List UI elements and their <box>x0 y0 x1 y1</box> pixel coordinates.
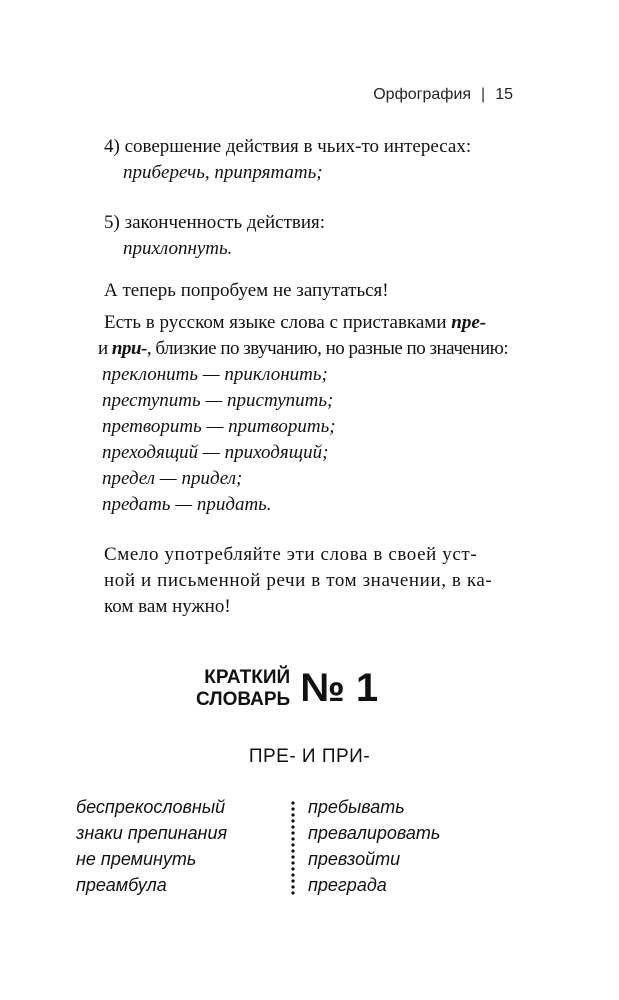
dictionary-word: преграда <box>308 875 387 895</box>
prefix-pri: при- <box>111 338 147 359</box>
prefix-paragraph-line-1 <box>104 312 486 334</box>
item-4-examples: приберечь, припрятать; <box>123 162 323 183</box>
item-5-examples: прихлопнуть. <box>123 238 233 259</box>
word-pair: предать — придать. <box>102 494 272 515</box>
running-header <box>373 86 513 104</box>
dictionary-heading-line-1: КРАТКИЙ <box>204 666 291 688</box>
dictionary-word: преамбула <box>76 875 167 895</box>
dictionary-word: превалировать <box>308 823 441 843</box>
header-separator: | <box>481 86 486 103</box>
word-pair: предел — придел; <box>102 468 243 489</box>
dictionary-heading-line-2: СЛОВАРЬ <box>196 688 291 710</box>
dictionary-word: беспрекословный <box>76 797 226 817</box>
prefix-text-1: Есть в русском языке слова с приставками <box>104 312 452 333</box>
closing-paragraph-line: ной и письменной речи в том значении, в ка- <box>104 570 493 591</box>
word-pair: претворить — притворить; <box>102 416 336 437</box>
dictionary-right-column <box>308 794 440 898</box>
dictionary-word: не преминуть <box>76 849 197 869</box>
prefix-text-3: , близкие по звучанию, но разные по значению: <box>146 338 509 359</box>
prefix-pre: пре- <box>451 312 487 333</box>
dictionary-number: № 1 <box>300 666 379 710</box>
item-4-text: 4) совершение действия в чьих-то интересах: <box>104 136 472 157</box>
dictionary-word: пребывать <box>308 797 405 817</box>
dictionary-left-column <box>76 794 227 898</box>
word-pair: преклонить — приклонить; <box>102 364 328 385</box>
prefix-paragraph-line-2 <box>98 338 508 360</box>
section-title: Орфография <box>373 86 472 103</box>
closing-paragraph-line: ком вам нужно! <box>104 596 231 617</box>
page-number: 15 <box>495 86 513 103</box>
dotted-divider <box>291 800 295 896</box>
dictionary-word: знаки препинания <box>76 823 228 843</box>
try-paragraph: А теперь попробуем не запутаться! <box>104 280 389 301</box>
dictionary-subheading: ПРЕ- И ПРИ- <box>248 746 371 767</box>
word-pair: преступить — приступить; <box>102 390 334 411</box>
item-5-text: 5) законченность действия: <box>104 212 326 233</box>
dictionary-heading-words <box>196 667 290 711</box>
dictionary-heading <box>196 666 378 711</box>
prefix-text-2: и <box>98 338 112 359</box>
closing-paragraph-line: Смело употребляйте эти слова в своей уст- <box>104 544 478 565</box>
word-pair: преходящий — приходящий; <box>102 442 329 463</box>
dictionary-word: превзойти <box>308 849 401 869</box>
